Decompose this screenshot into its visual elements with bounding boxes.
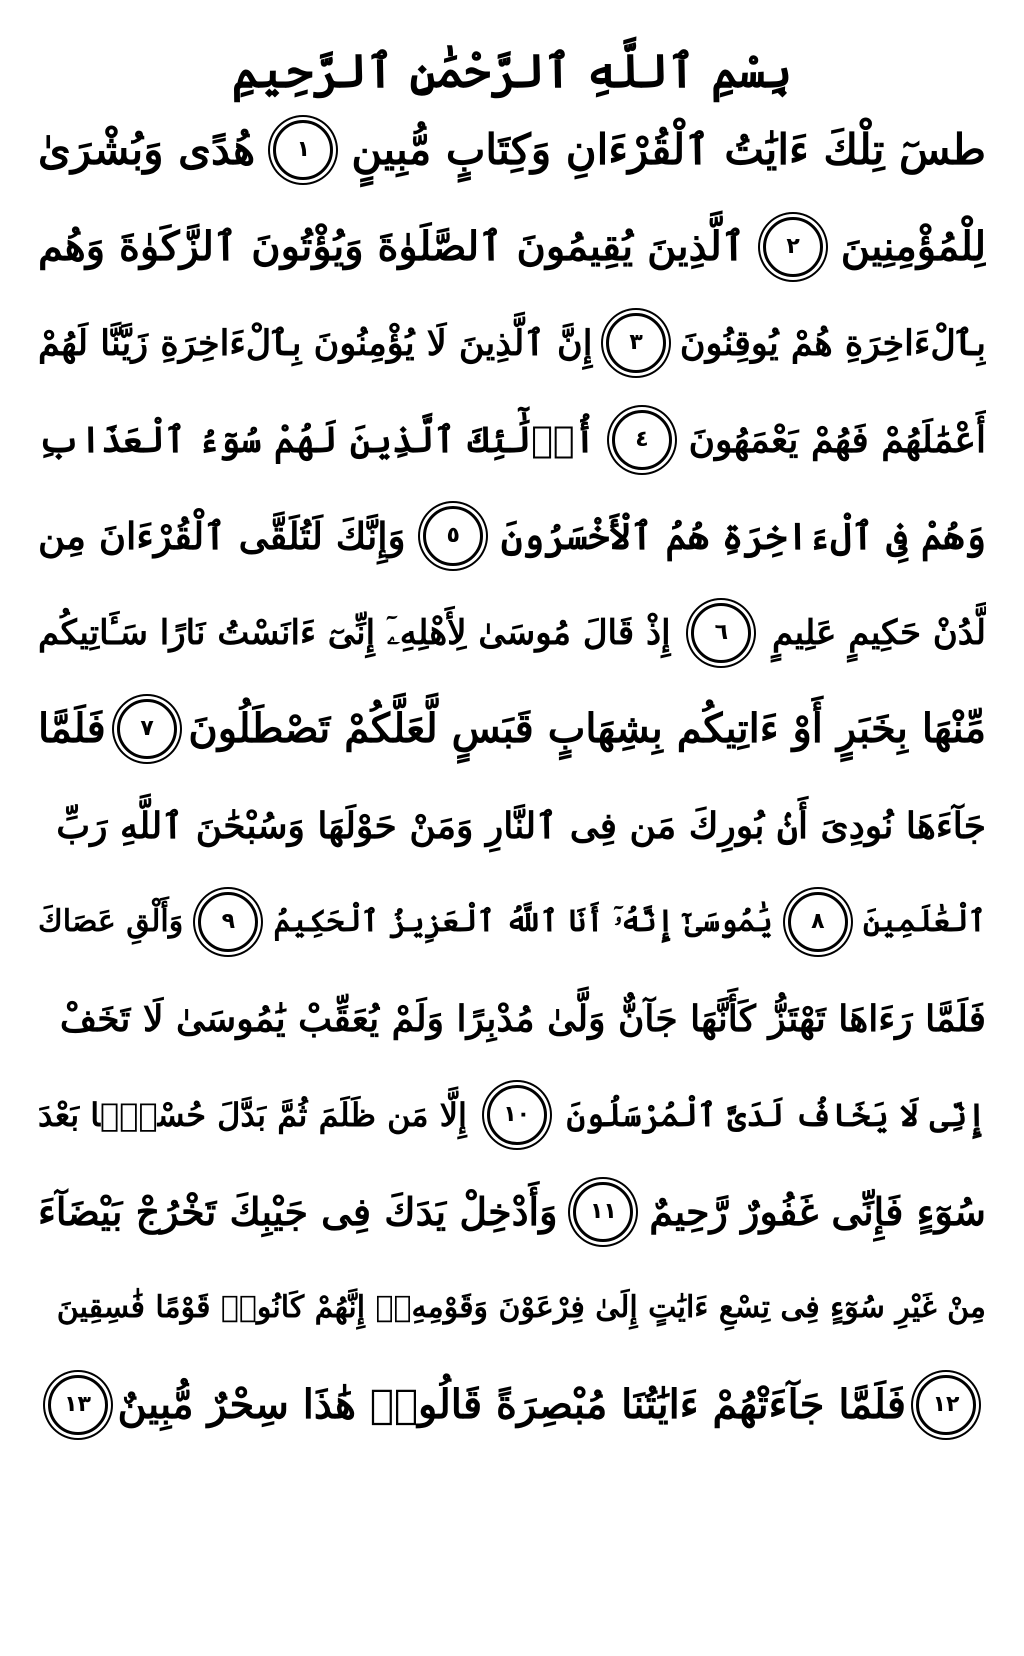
verse-text: وَهُمْ فِى ٱلْءَاخِرَةِ هُمُ ٱلْأَخْسَرُونَ: [500, 513, 986, 558]
verse-line: [38, 295, 986, 392]
ayah-number-marker: ٥: [423, 506, 483, 566]
verse-text: فَلَمَّا: [38, 705, 106, 753]
verse-text: فَلَمَّا جَآءَتْهُمْ ءَايَٰتُنَا مُبْصِرَةً قَالُوا۟ هَٰذَا سِحْرٌ مُّبِينٌ: [117, 1380, 906, 1428]
verse-text: ٱلَّذِينَ يُقِيمُونَ ٱلصَّلَوٰةَ وَيُؤْتُونَ ٱلزَّكَوٰةَ وَهُم: [38, 222, 746, 270]
verse-line: [38, 681, 986, 778]
verse-text: سُوٓءٍ فَإِنِّى غَفُورٌ رَّحِيمٌ: [649, 1188, 986, 1234]
ayah-number-marker: ١٢: [916, 1375, 976, 1435]
verse-lines: [38, 102, 986, 1626]
verse-text: طسٓ تِلْكَ ءَايَٰتُ ٱلْقُرْءَانِ وَكِتَابٍ مُّبِينٍ: [351, 125, 986, 175]
verse-line: [38, 1357, 986, 1454]
verse-line: [38, 392, 986, 489]
ayah-number-marker: ٨: [788, 892, 848, 952]
verse-line: [38, 874, 986, 971]
verse-text: وَأَلْقِ عَصَاكَ: [38, 904, 184, 940]
verse-text: لِلْمُؤْمِنِينَ: [840, 222, 986, 270]
verse-line: [38, 1164, 986, 1261]
verse-text: لَّدُنْ حَكِيمٍ عَلِيمٍ: [772, 612, 986, 653]
ayah-number-marker: ٣: [606, 313, 666, 373]
verse-text: جَآءَهَا نُودِىَ أَنۢ بُورِكَ مَن فِى ٱلنَّارِ وَمَنْ حَوْلَهَا وَسُبْحَٰنَ ٱللَّهِ رَبِّ: [56, 804, 986, 847]
verse-text: إِلَّا مَن ظَلَمَ ثُمَّ بَدَّلَ حُسْنًۢا بَعْدَ: [38, 1096, 467, 1135]
verse-line: [38, 1067, 986, 1164]
ayah-number-marker: ١: [273, 120, 333, 180]
ayah-number-marker: ٢: [763, 217, 823, 277]
verse-text: أَعْمَٰلَهُمْ فَهُمْ يَعْمَهُونَ: [688, 418, 986, 461]
verse-text: ٱلْعَٰلَمِينَ: [862, 904, 986, 940]
verse-text: بِٱلْءَاخِرَةِ هُمْ يُوقِنُونَ: [679, 322, 986, 364]
verse-text: مِنْ غَيْرِ سُوٓءٍ فِى تِسْعِ ءَايَٰتٍ إِلَىٰ فِرْعَوْنَ وَقَوْمِهِۦٓ إِنَّهُمْ كَانُوا۟ قَوْمًا فَٰسِقِينَ: [56, 1290, 986, 1326]
ayah-number-marker: ١٣: [48, 1375, 108, 1435]
verse-line: [38, 488, 986, 585]
verse-text: إِذْ قَالَ مُوسَىٰ لِأَهْلِهِۦٓ إِنِّىٓ ءَانَسْتُ نَارًا سَـَٔاتِيكُم: [38, 612, 671, 653]
ayah-number-marker: ١٠: [487, 1085, 547, 1145]
verse-text: مِّنْهَا بِخَبَرٍ أَوْ ءَاتِيكُم بِشِهَابٍ قَبَسٍ لَّعَلَّكُمْ تَصْطَلُونَ: [188, 705, 986, 753]
ayah-number-marker: ٦: [691, 603, 751, 663]
verse-line: [38, 971, 986, 1068]
verse-line: [38, 199, 986, 296]
ayah-number-marker: ٩: [198, 892, 258, 952]
verse-text: إِنَّ ٱلَّذِينَ لَا يُؤْمِنُونَ بِٱلْءَاخِرَةِ زَيَّنَّا لَهُمْ: [38, 322, 593, 364]
basmala-header: بِسْمِ ٱللَّهِ ٱلرَّحْمَٰنِ ٱلرَّحِيمِ: [231, 44, 793, 98]
verse-text: فَلَمَّا رَءَاهَا تَهْتَزُّ كَأَنَّهَا جَآنٌّ وَلَّىٰ مُدْبِرًا وَلَمْ يُعَقِّبْ يَٰمُوسَىٰ لَا تَخَفْ: [59, 997, 986, 1040]
verse-line: [38, 778, 986, 875]
ayah-number-marker: ٤: [612, 410, 672, 470]
ayah-number-marker: ١١: [573, 1182, 633, 1242]
verse-text: إِنِّى لَا يَخَافُ لَدَىَّ ٱلْمُرْسَلُونَ: [566, 1096, 986, 1135]
verse-line: [38, 585, 986, 682]
verse-text: يَٰمُوسَىٰٓ إِنَّهُۥٓ أَنَا ٱللَّهُ ٱلْعَزِيزُ ٱلْحَكِيمُ: [273, 904, 773, 940]
verse-text: وَإِنَّكَ لَتُلَقَّى ٱلْقُرْءَانَ مِن: [38, 513, 406, 558]
ayah-number-marker: ٧: [117, 699, 177, 759]
verse-line: [38, 102, 986, 199]
verse-line: [38, 1260, 986, 1357]
verse-text: أُو۟لَٰٓئِكَ ٱلَّذِينَ لَهُمْ سُوٓءُ ٱلْعَذَابِ: [38, 418, 596, 461]
verse-text: هُدًى وَبُشْرَىٰ: [38, 125, 256, 175]
verse-text: وَأَدْخِلْ يَدَكَ فِى جَيْبِكَ تَخْرُجْ بَيْضَآءَ: [38, 1188, 558, 1234]
